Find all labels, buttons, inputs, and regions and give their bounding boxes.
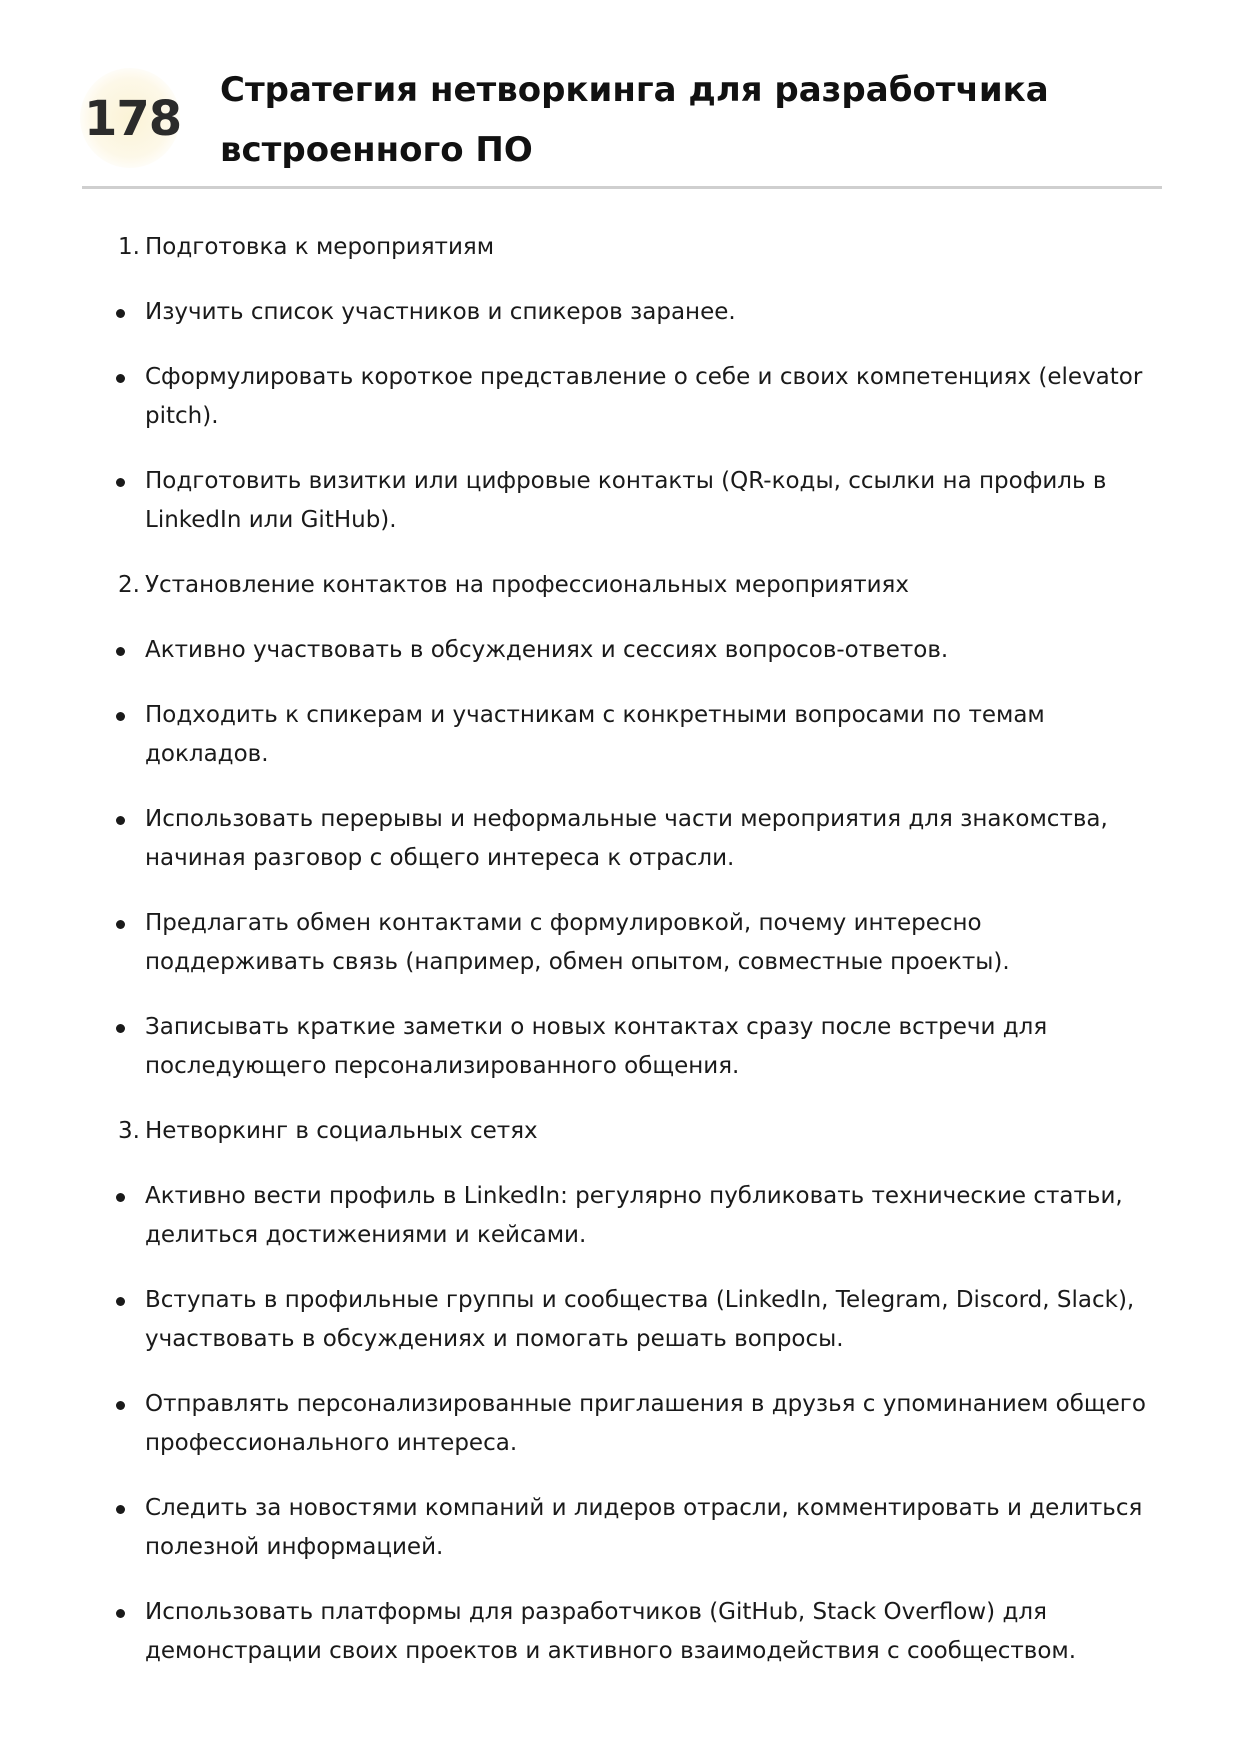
section-heading [0,1112,1165,1151]
list-item [0,904,1165,982]
list-item [0,1489,1165,1567]
list-item [0,293,1165,332]
list-item [0,1281,1165,1359]
list-item-text: Следить за новостями компаний и лидеров отрасли, комментировать и делиться полезной информацией. [145,1495,1143,1560]
section-number: 2. [118,572,140,598]
page-title-line-2: встроенного ПО [220,130,533,170]
bullet-dot [116,374,125,383]
list-item-text: Использовать платформы для разработчиков (GitHub, Stack Overflow) для демонстрации своих проектов и активного взаимодействия с сообществом. [145,1599,1077,1664]
bullet-dot [116,712,125,721]
bullet-dot [116,1505,125,1514]
list-item-text: Вступать в профильные группы и сообщества (LinkedIn, Telegram, Discord, Slack), участвовать в обсуждениях и помогать решать вопросы. [145,1287,1135,1352]
list-item [0,631,1165,670]
list-item [0,358,1165,436]
page-number: 178 [84,91,182,147]
section-title: Установление контактов на профессиональных мероприятиях [145,572,910,598]
page-title-line-1: Стратегия нетворкинга для разработчика [220,70,1049,110]
list-item [0,696,1165,774]
list-item [0,800,1165,878]
bullet-dot [116,478,125,487]
page-title [220,60,1180,180]
bullet-dot [116,1401,125,1410]
list-item-text: Записывать краткие заметки о новых контактах сразу после встречи для последующего персонализированного общения. [145,1014,1048,1079]
list-item-text: Изучить список участников и спикеров заранее. [145,299,736,325]
list-item-text: Активно участвовать в обсуждениях и сессиях вопросов-ответов. [145,637,949,663]
bullet-dot [116,1609,125,1618]
list-item-text: Подготовить визитки или цифровые контакты (QR-коды, ссылки на профиль в LinkedIn или GitHub). [145,468,1107,533]
list-item-text: Сформулировать короткое представление о себе и своих компетенциях (elevator pitch). [145,364,1143,429]
document-body [0,228,1239,1697]
bullet-dot [116,1193,125,1202]
section-number: 1. [118,234,140,260]
list-item-text: Подходить к спикерам и участникам с конкретными вопросами по темам докладов. [145,702,1045,767]
list-item [0,1177,1165,1255]
list-item [0,1385,1165,1463]
bullet-dot [116,816,125,825]
bullet-dot [116,309,125,318]
list-item-text: Предлагать обмен контактами с формулировкой, почему интересно поддерживать связь (например, обмен опытом, совместные проекты). [145,910,1010,975]
bullet-dot [116,647,125,656]
section-title: Нетворкинг в социальных сетях [145,1118,538,1144]
list-item-text: Активно вести профиль в LinkedIn: регулярно публиковать технические статьи, делиться достижениями и кейсами. [145,1183,1123,1248]
section-number: 3. [118,1118,140,1144]
list-item-text: Использовать перерывы и неформальные части мероприятия для знакомства, начиная разговор с общего интереса к отрасли. [145,806,1108,871]
list-item-text: Отправлять персонализированные приглашения в друзья с упоминанием общего профессионального интереса. [145,1391,1146,1456]
list-item [0,1008,1165,1086]
section-heading [0,566,1165,605]
section-title: Подготовка к мероприятиям [145,234,495,260]
bullet-dot [116,1297,125,1306]
list-item [0,1593,1165,1671]
bullet-dot [116,1024,125,1033]
header-divider [82,186,1162,189]
bullet-dot [116,920,125,929]
list-item [0,462,1165,540]
section-heading [0,228,1165,267]
page-header [0,0,1239,200]
